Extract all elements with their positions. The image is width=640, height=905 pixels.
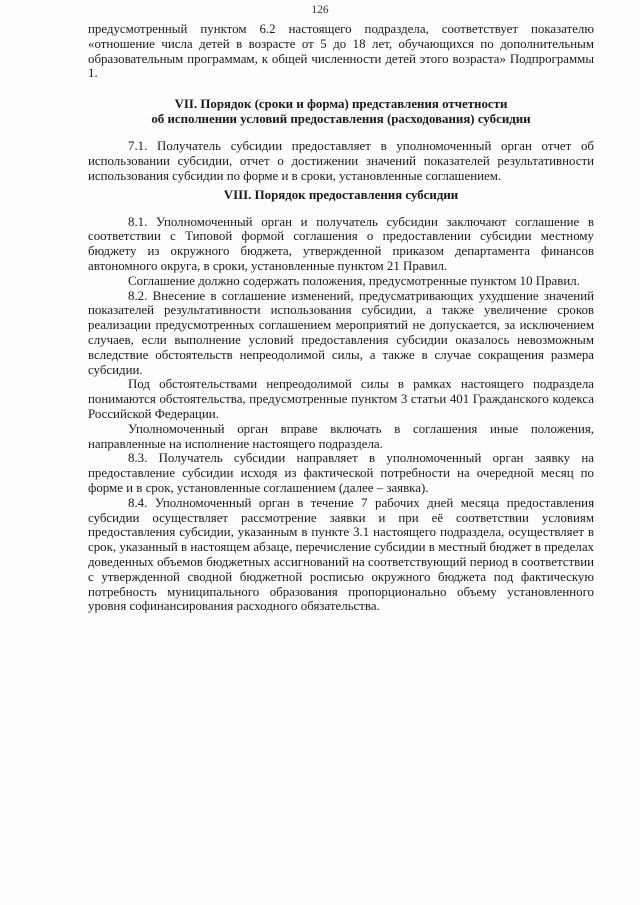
paragraph-8-2: 8.2. Внесение в соглашение изменений, предусматривающих ухудшение значений показателей результативности использования субсидии, а также увеличение сроков реализации предусмотренных соглашением мероприятий не допускается, за исключением случаев, если выполнение условий предоставления субсидии оказалось невозможным вследствие обстоятельств непреодолимой силы, а также в случае сокращения размера субсидии.	[88, 288, 594, 377]
paragraph-8-1: 8.1. Уполномоченный орган и получатель субсидии заключают соглашение в соответствии с Типовой формой соглашения о предоставлении субсидии местному бюджету из окружного бюджета, утвержденной приказом департамента финансов автономного округа, в сроки, установленные пунктом 21 Правил.	[88, 214, 594, 273]
document-body	[88, 22, 594, 614]
paragraph-8-2-force-majeure: Под обстоятельствами непреодолимой силы в рамках настоящего подраздела понимаются обстоятельства, предусмотренные пунктом 3 статьи 401 Гражданского кодекса Российской Федерации.	[88, 377, 594, 421]
paragraph-8-2-other-provisions: Уполномоченный орган вправе включать в соглашения иные положения, направленные на исполнение настоящего подраздела.	[88, 421, 594, 451]
paragraph-8-4: 8.4. Уполномоченный орган в течение 7 рабочих дней месяца предоставления субсидии осуществляет рассмотрение заявки и при её соответствии условиям предоставления субсидии, указанным в пункте 3.1 настоящего подраздела, осуществляет в срок, указанный в настоящем абзаце, перечисление субсидии в местный бюджет в пределах доведенных объемов бюджетных ассигнований на соответствующий период в соответствии с утвержденной сводной бюджетной росписью окружного бюджета под фактическую потребность муниципального образования пропорционально объему установленного уровня софинансирования расходного обязательства.	[88, 495, 594, 614]
section-8-title: VIII. Порядок предоставления субсидии	[223, 187, 459, 202]
page-number: 126	[311, 4, 329, 16]
paragraph-7-1: 7.1. Получатель субсидии предоставляет в уполномоченный орган отчет об использовании субсидии, отчет о достижении значений показателей результативности использования субсидии по форме и в сроки, установленные соглашением.	[88, 139, 594, 183]
intro-paragraph: предусмотренный пунктом 6.2 настоящего подраздела, соответствует показателю «отношение числа детей в возрасте от 5 до 18 лет, обучающихся по дополнительным образовательным программам, к общей численности детей этого возраста» Подпрограммы 1.	[88, 22, 594, 81]
section-7-title-line-1: VII. Порядок (сроки и форма) представления отчетности	[174, 97, 508, 112]
section-7-title-line-2: об исполнении условий предоставления (расходования) субсидии	[151, 112, 531, 127]
paragraph-8-1-agreement: Соглашение должно содержать положения, предусмотренные пунктом 10 Правил.	[128, 273, 580, 288]
paragraph-8-3: 8.3. Получатель субсидии направляет в уполномоченный орган заявку на предоставление субсидии исходя из фактической потребности на очередной месяц по форме и в срок, установленные соглашением (далее – заявка).	[88, 451, 594, 495]
